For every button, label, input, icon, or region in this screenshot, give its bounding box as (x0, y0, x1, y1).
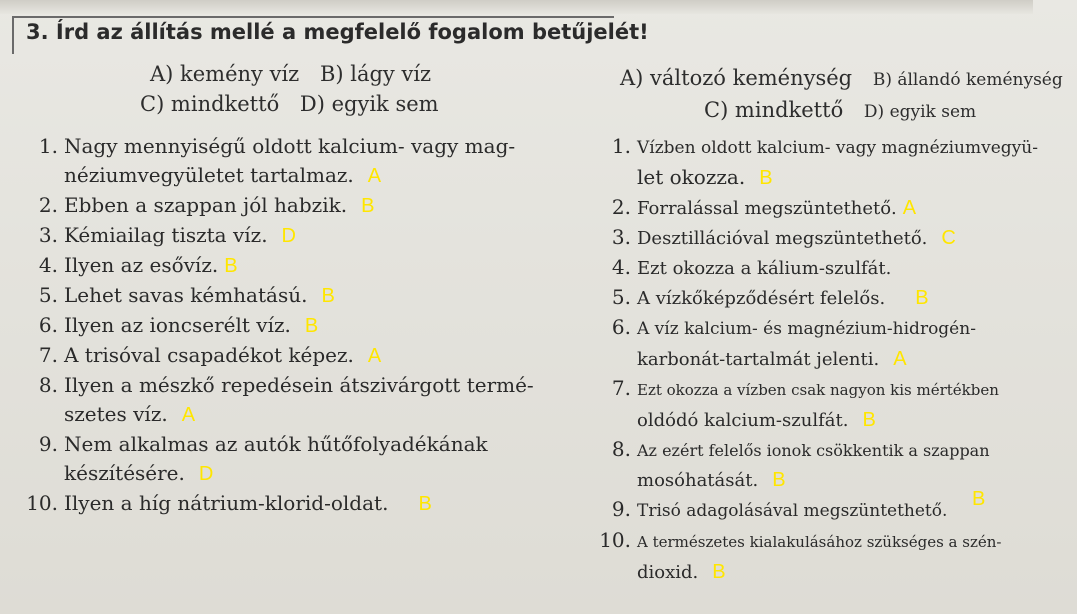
answer-mark: B (772, 469, 786, 491)
right-item-5 (595, 283, 1035, 313)
item-number: 2. (611, 195, 631, 219)
answer-mark: B (224, 255, 238, 277)
item-text-cont: néziumvegyületet tartalmaz. (64, 163, 354, 187)
right-option-c: C) mindkettő (704, 98, 844, 122)
item-text: Ilyen az esővíz. (64, 253, 219, 277)
item-number: 8. (611, 437, 631, 461)
answer-mark: A (181, 404, 196, 426)
item-text: Ilyen a híg nátrium-klorid-oldat. (64, 491, 389, 515)
right-item-1 (595, 132, 1038, 193)
item-text: A víz kalcium- és magnézium-hidrogén- (637, 319, 976, 339)
item-number: 4. (38, 253, 58, 277)
right-item-4 (595, 253, 1035, 283)
item-text: Trisó adagolásával megszüntethető. (637, 501, 948, 521)
answer-mark: B (915, 287, 929, 309)
item-text-cont: dioxid. (637, 562, 699, 583)
left-question-list (22, 132, 592, 519)
right-item-8 (595, 435, 1035, 495)
item-number: 1. (611, 134, 631, 158)
item-number: 5. (611, 285, 631, 309)
item-text: A természetes kialakulásához szükséges a szén- (637, 533, 1002, 551)
item-number: 1. (38, 134, 58, 158)
answer-mark: A (367, 165, 382, 187)
item-text: Ebben a szappan jól habzik. (64, 193, 348, 217)
item-text: Forralással megszüntethető. (637, 198, 897, 219)
item-number: 5. (38, 283, 58, 307)
item-text: Ezt okozza a kálium-szulfát. (637, 258, 892, 279)
answer-mark: C (941, 227, 956, 249)
answer-mark: D (281, 225, 296, 247)
right-item-9 (595, 495, 1035, 526)
answer-mark: B (759, 167, 773, 189)
item-number: 8. (38, 373, 58, 397)
item-text: Az ezért felelős ionok csökkentik a szappan (637, 441, 990, 460)
right-item-3 (595, 223, 1035, 253)
left-option-b: B) lágy víz (319, 62, 432, 86)
page-edge (0, 0, 1033, 14)
item-text-cont: szetes víz. (64, 402, 168, 426)
item-number: 6. (611, 315, 631, 339)
answer-mark: B (321, 285, 335, 307)
item-text: Ezt okozza a vízben csak nagyon kis mértékben (637, 381, 999, 399)
right-option-a: A) változó keménység (620, 66, 853, 90)
task-title: 3. Írd az állítás mellé a megfelelő fogalom betűjelét! (26, 20, 649, 44)
item-number: 7. (611, 376, 631, 400)
answer-mark: B (418, 493, 432, 515)
left-item-3 (22, 221, 592, 251)
item-number: 3. (38, 223, 58, 247)
item-text-cont: készítésére. (64, 461, 185, 485)
item-number: 3. (611, 225, 631, 249)
left-option-a: A) kemény víz (150, 62, 300, 86)
item-text-cont: let okozza. (637, 165, 746, 189)
left-item-9 (22, 430, 592, 489)
item-text: Kémiailag tiszta víz. (64, 223, 268, 247)
right-item-7 (595, 374, 1035, 435)
item-number: 10. (26, 491, 58, 515)
answer-mark: B (304, 315, 319, 337)
right-options-row-1 (620, 66, 1077, 90)
item-number: 9. (611, 497, 631, 521)
left-option-c: C) mindkettő (140, 92, 280, 116)
item-number: 9. (38, 432, 58, 456)
item-text: Desztillációval megszüntethető. (637, 228, 928, 249)
right-item-6 (595, 313, 1035, 374)
left-item-5 (22, 281, 592, 311)
item-text: Nagy mennyiségű oldott kalcium- vagy mag- (64, 134, 516, 158)
item-text: Vízben oldott kalcium- vagy magnéziumvegyü- (637, 138, 1038, 158)
left-item-1 (22, 132, 592, 191)
item-number: 6. (38, 313, 58, 337)
answer-mark: A (902, 197, 917, 219)
right-options-row-2 (704, 98, 990, 122)
right-option-b: B) állandó keménység (872, 70, 1063, 90)
item-text: A vízkőképződésért felelős. (637, 288, 886, 309)
item-number: 2. (38, 193, 58, 217)
left-option-d: D) egyik sem (299, 92, 439, 116)
item-number: 10. (599, 528, 631, 552)
left-item-2 (22, 191, 592, 221)
item-text: Ilyen az ioncserélt víz. (64, 313, 291, 337)
answer-mark: D (198, 463, 214, 485)
left-item-7 (22, 341, 592, 371)
left-item-10 (22, 489, 592, 519)
answer-mark: B (862, 409, 876, 431)
answer-mark: B (712, 561, 726, 583)
item-text: Ilyen a mészkő repedésein átszivárgott termé- (64, 373, 534, 397)
item-text: A trisóval csapadékot képez. (64, 343, 354, 367)
item-text: Nem alkalmas az autók hűtőfolyadékának (64, 432, 488, 456)
right-option-d: D) egyik sem (863, 102, 977, 122)
right-item-2 (595, 193, 1035, 223)
item-text: Lehet savas kémhatású. (64, 283, 308, 307)
answer-mark: B (361, 195, 375, 217)
item-text-cont: mosóhatását. (637, 470, 759, 491)
item-number: 7. (38, 343, 58, 367)
left-options-row-2 (140, 92, 453, 116)
answer-mark: A (893, 348, 907, 370)
left-item-8 (22, 371, 592, 430)
item-number: 4. (611, 255, 631, 279)
left-item-6 (22, 311, 592, 341)
answer-mark: A (367, 345, 382, 367)
item-text-cont: oldódó kalcium-szulfát. (637, 410, 849, 431)
left-options-row-1 (150, 62, 445, 86)
left-item-4 (22, 251, 592, 281)
right-question-list (595, 132, 1038, 587)
extra-answer-mark: B (972, 488, 986, 510)
item-text-cont: karbonát-tartalmát jelenti. (637, 349, 880, 370)
right-item-10 (595, 526, 1035, 587)
